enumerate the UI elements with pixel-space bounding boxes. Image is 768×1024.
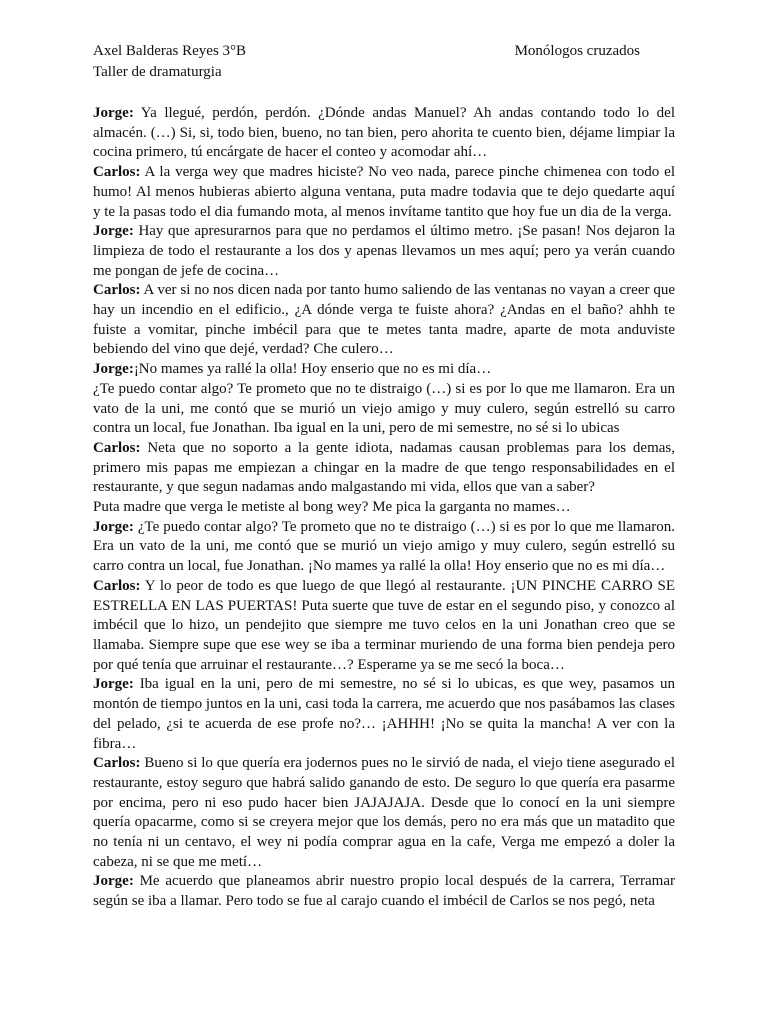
- dialogue-paragraph: [93, 380, 675, 439]
- dialogue-text: Bueno si lo que quería era jodernos pues no le sirvió de nada, el viejo tiene asegurado el restaurante, estoy seguro que habrá salido ganando de esto. De seguro lo que quería era pasarme por encima, pero ni eso pudo hacer bien JAJAJAJA. Desde que lo conocí en la uni siempre quería opacarme, como si se creyera mejor que los demás, pero no era más que un matadito que no tenía ni un centavo, el wey ni podía comprar agua en la cafe, Verga me empezó a doler la cabeza, ni se que me metí…: [93, 755, 676, 870]
- course-name: Taller de dramaturgia: [93, 64, 222, 80]
- dialogue-text: Puta madre que verga le metiste al bong wey? Me pica la garganta no mames…: [93, 499, 571, 516]
- speaker-name: Jorge:: [93, 223, 134, 240]
- dialogue-paragraph: [93, 360, 675, 380]
- speaker-name: Jorge:: [93, 676, 134, 693]
- dialogue-paragraph: [93, 439, 675, 498]
- dialogue-paragraph: [93, 104, 675, 163]
- dialogue-text: Hay que apresurarnos para que no perdamos el último metro. ¡Se pasan! Nos dejaron la limpieza de todo el restaurante a los dos y apenas llevamos un mes aquí; pero ya verán cuando me pongan de jefe de cocina…: [93, 223, 675, 279]
- dialogue-text: Me acuerdo que planeamos abrir nuestro propio local después de la carrera, Terramar según se iba a llamar. Pero todo se fue al carajo cuando el imbécil de Carlos se nos pegó, neta: [93, 873, 675, 910]
- dialogue-text: ¿Te puedo contar algo? Te prometo que no te distraigo (…) si es por lo que me llamaron. Era un vato de la uni, me contó que se murió un viejo amigo y muy culero, según estrelló su carro contra un local, fue Jonathan. Iba igual en la uni, pero de mi semestre, no sé si lo ubicas: [93, 380, 675, 437]
- speaker-name: Carlos:: [93, 439, 141, 456]
- dialogue-paragraph: [93, 754, 675, 872]
- dialogue-text: Ya llegué, perdón, perdón. ¿Dónde andas Manuel? Ah andas contando todo lo del almacén. (…) Si, si, todo bien, bueno, no tan bien, pero ahorita te cuento bien, déjame limpiar la cocina primero, tú encárgate de hacer el conteo y acomodar ahí…: [93, 105, 675, 161]
- dialogue-text: A la verga wey que madres hiciste? No veo nada, parece pinche chimenea con todo el humo! Al menos hubieras abierto alguna ventana, puta madre todavia que te dejo quedarte aquí y te la pasas todo el dia fumando mota, al menos invítame tantito que hoy fue un dia de la verga.: [93, 164, 675, 220]
- author-name: Axel Balderas Reyes 3°B: [93, 43, 247, 59]
- dialogue-paragraph: [93, 222, 675, 281]
- dialogue-text: Y lo peor de todo es que luego de que llegó al restaurante. ¡UN PINCHE CARRO SE ESTRELLA EN LAS PUERTAS! Puta suerte que tuve de estar en el segundo piso, y conozco al imbécil que lo hizo, un pendejito que siempre me tuvo celos en la uni Jonathan creo que se llamaba. Siempre supe que ese wey se iba a terminar muriendo de una forma bien pendeja pero por qué tenía que arruinar el restaurante…? Esperame ya se me secó la boca…: [93, 577, 675, 673]
- speaker-name: Carlos:: [93, 164, 141, 181]
- speaker-name: Carlos:: [93, 282, 141, 299]
- dialogue-paragraph: [93, 163, 675, 222]
- dialogue-paragraph: [93, 281, 675, 360]
- dialogue-paragraph: [93, 675, 675, 754]
- speaker-name: Carlos:: [93, 577, 141, 594]
- dialogue-text: A ver si no nos dicen nada por tanto humo saliendo de las ventanas no vayan a creer que hay un incendio en el edificio., ¿A dónde verga te fuiste ahora? ¿Andas en el baño? ahhh te fuiste a vomitar, pinche imbécil para que te metes tanta madre, aparte de mota anduviste bebiendo del vino que dejé, verdad? Che culero…: [93, 282, 675, 358]
- dialogue-text: ¡No mames ya rallé la olla! Hoy enserio que no es mi día…: [133, 361, 492, 378]
- speaker-name: Jorge:: [93, 361, 134, 378]
- dialogue-paragraph: [93, 577, 675, 676]
- speaker-name: Carlos:: [93, 755, 141, 772]
- dialogue-text: Neta que no soporto a la gente idiota, nadamas causan problemas para los demas, primero mis papas me empiezan a chingar en la madre de que tengo responsabilidades en el restaurante, y que segun nadamas ando malgastando mi vida, ellos que van a saber?: [93, 439, 675, 496]
- page-header: [93, 41, 675, 83]
- header-row: [93, 41, 675, 62]
- dialogue-text: ¿Te puedo contar algo? Te prometo que no te distraigo (…) si es por lo que me llamaron. Era un vato de la uni, me contó que se murió un viejo amigo y muy culero, según estrelló su carro contra un local, fue Jonathan. ¡No mames ya rallé la olla! Hoy enserio que no es mi día…: [93, 518, 675, 575]
- document-title: Monólogos cruzados: [514, 43, 640, 59]
- dialogue-paragraph: [93, 518, 675, 577]
- script-body: [93, 104, 675, 912]
- speaker-name: Jorge:: [93, 518, 134, 535]
- dialogue-paragraph: [93, 498, 675, 518]
- speaker-name: Jorge:: [93, 105, 134, 121]
- speaker-name: Jorge:: [93, 873, 134, 890]
- dialogue-text: Iba igual en la uni, pero de mi semestre, no sé si lo ubicas, es que wey, pasamos un montón de tiempo juntos en la uni, casi toda la carrera, me acuerdo que nos pasábamos las clases del pelado, ¿si te acuerda de ese profe no?… ¡AHHH! ¡No se quita la mancha! A ver con la fibra…: [93, 676, 676, 752]
- dialogue-paragraph: [93, 872, 675, 911]
